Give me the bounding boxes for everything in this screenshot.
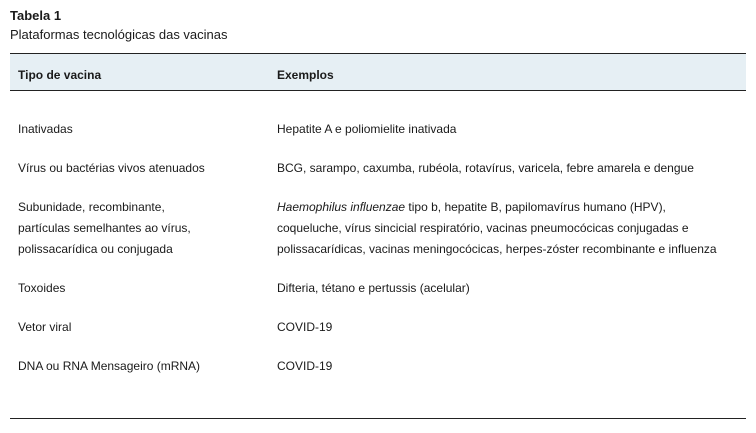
cell-examples: COVID-19 (277, 320, 333, 334)
cell-examples: COVID-19 (277, 359, 333, 373)
cell-line: coqueluche, vírus sincicial respiratório, vacinas pneumocócicas conjugadas e (277, 221, 689, 235)
column-header-type: Tipo de vacina (18, 68, 102, 82)
cell-line (277, 197, 717, 218)
cell-examples: Difteria, tétano e pertussis (acelular) (277, 281, 470, 295)
cell-vaccine-type (18, 197, 191, 260)
table-header-rule (10, 90, 746, 91)
cell-line-text: tipo b, hepatite B, papilomavírus humano (HPV), (405, 200, 666, 214)
cell-examples (277, 197, 717, 260)
cell-line: polissacarídica ou conjugada (18, 242, 173, 256)
species-name-italic: Haemophilus influenzae (277, 200, 406, 214)
cell-line: polissacarídicas, vacinas meningocócicas, herpes-zóster recombinante e influenza (277, 242, 717, 256)
cell-line: partículas semelhantes ao vírus, (18, 221, 191, 235)
column-header-examples: Exemplos (277, 68, 334, 82)
cell-examples: BCG, sarampo, caxumba, rubéola, rotavírus, varicela, febre amarela e dengue (277, 161, 694, 175)
cell-vaccine-type: Inativadas (18, 122, 73, 136)
cell-examples: Hepatite A e poliomielite inativada (277, 122, 457, 136)
table-caption-title: Plataformas tecnológicas das vacinas (10, 27, 228, 42)
cell-line: Subunidade, recombinante, (18, 200, 165, 214)
cell-vaccine-type: Toxoides (18, 281, 66, 295)
cell-vaccine-type: Vírus ou bactérias vivos atenuados (18, 161, 205, 175)
table-bottom-rule (10, 418, 746, 419)
table-header-band (10, 54, 746, 90)
cell-vaccine-type: DNA ou RNA Mensageiro (mRNA) (18, 359, 201, 373)
table-caption-label: Tabela 1 (10, 8, 62, 23)
cell-vaccine-type: Vetor viral (18, 320, 72, 334)
